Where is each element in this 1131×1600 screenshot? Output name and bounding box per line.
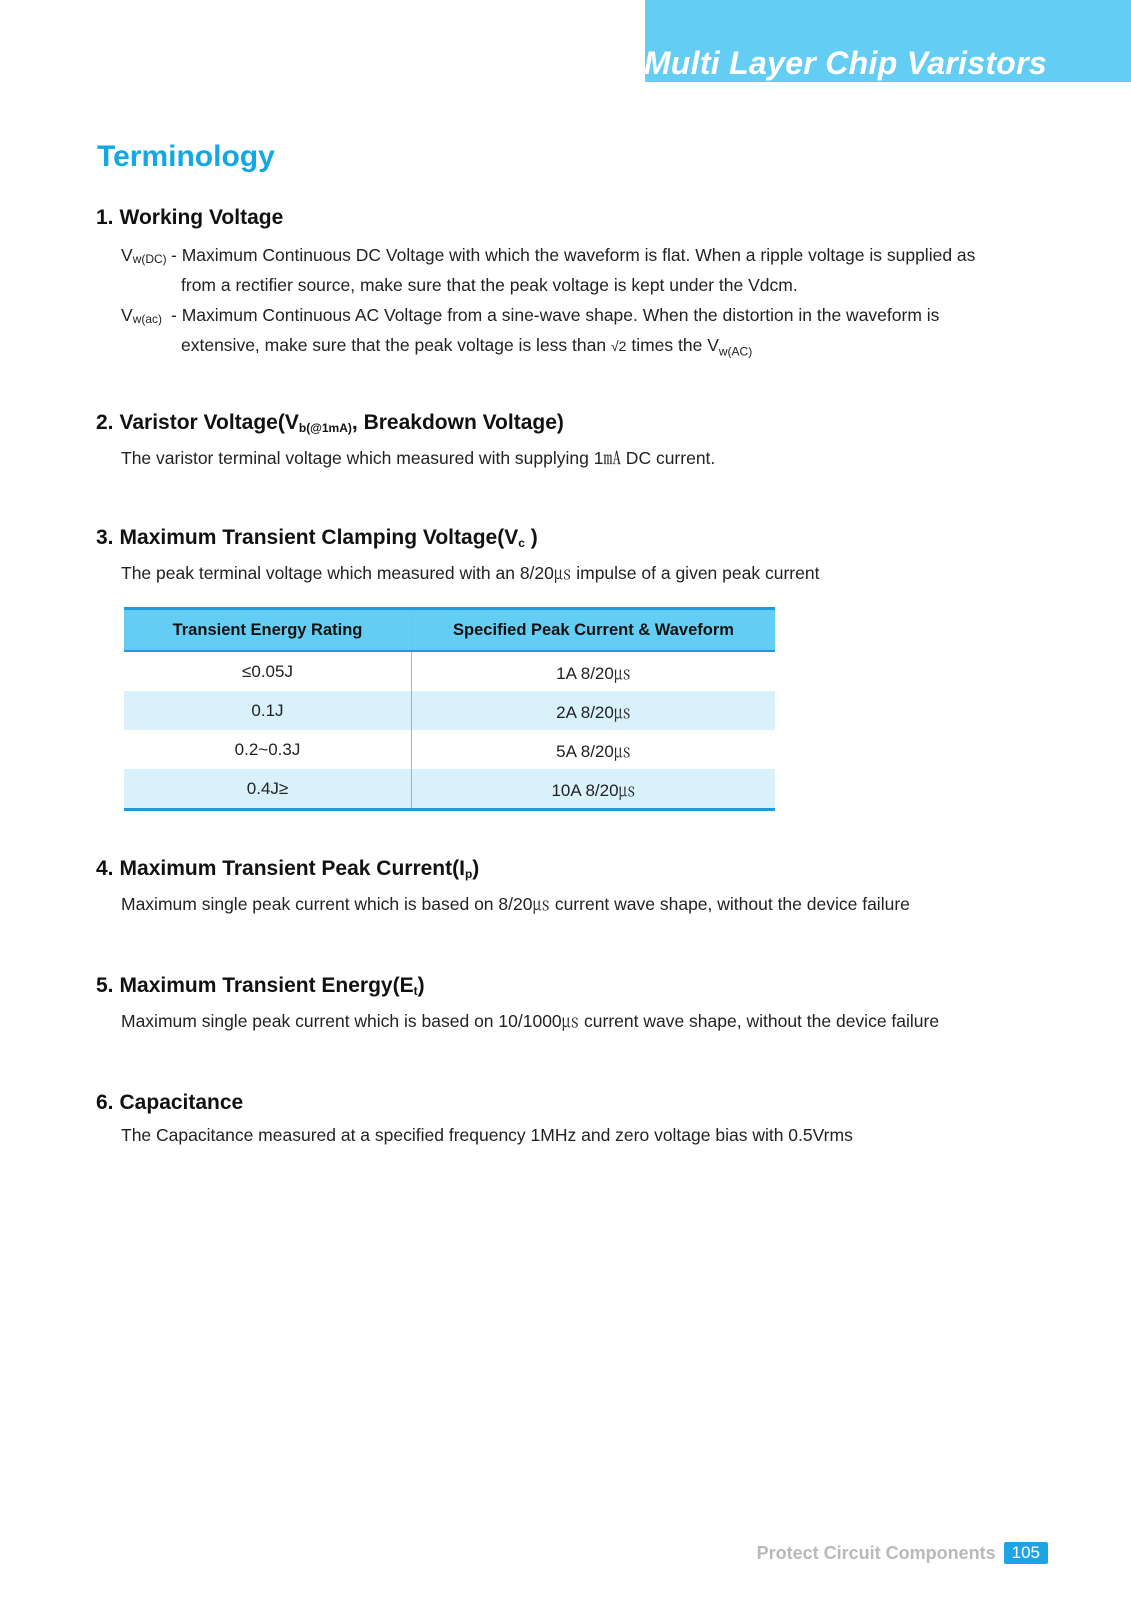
definition-term: $V_{w(ac)}$ xyxy=(121,305,163,326)
definition-line: - Maximum Continuous DC Voltage with which the waveform is flat. When a ripple voltage is supplied as xyxy=(171,245,976,265)
section-clamping-voltage xyxy=(96,526,1056,585)
section-heading: 6. Capacitance xyxy=(96,1091,244,1114)
definition-line: from a rectifier source, make sure that the peak voltage is kept under the Vdcm. xyxy=(181,275,798,295)
table-row xyxy=(124,651,775,691)
table-cell: 10A 8/20㎲ xyxy=(412,769,776,810)
section-capacitance xyxy=(96,1091,1056,1146)
section-working-voltage xyxy=(96,206,1056,367)
section-heading: 3. Maximum Transient Clamping $Voltage(V_c$ ) xyxy=(96,526,538,550)
table-cell: 1A 8/20㎲ xyxy=(556,664,631,683)
table-row xyxy=(124,730,775,769)
section-heading: 4. Maximum Transient Peak $Current(I_p)$ xyxy=(96,857,480,881)
energy-rating-table xyxy=(124,607,775,811)
page-footer xyxy=(757,1542,1048,1564)
section-heading: 2. Varistor $Voltage(V_{b(@1mA)}$, Breakdown Voltage) xyxy=(96,411,564,435)
table-cell: 2A 8/20㎲ xyxy=(412,691,776,730)
section-heading: 5. Maximum Transient $Energy(E_t)$ xyxy=(96,974,425,998)
definition-line: - Maximum Continuous AC Voltage from a sine-wave shape. When the distortion in the waveform is xyxy=(171,305,940,325)
definition-vw-dc xyxy=(121,240,1056,300)
section-transient-energy xyxy=(96,974,1056,1033)
definition-line: extensive, make sure that the peak voltage is less than √2 times the $V_{w(AC)}$ xyxy=(181,335,753,359)
table-cell: 0.2~0.3J xyxy=(124,730,412,769)
sqrt-symbol: √2 xyxy=(610,338,627,354)
section-description: The varistor terminal voltage which measured with supplying 1㎃ DC current. xyxy=(121,448,716,468)
header-title: Multi Layer Chip Varistors xyxy=(643,45,1047,81)
table-cell: 0.4J≥ xyxy=(124,769,412,810)
section-description: Maximum single peak current which is based on 8/20㎲ current wave shape, without the device failure xyxy=(121,894,910,914)
section-heading: 1. Working Voltage xyxy=(96,206,284,229)
footer-label: Protect Circuit Components xyxy=(756,1542,996,1563)
table-row xyxy=(124,691,775,730)
table-cell: 0.1J xyxy=(124,691,412,730)
page-title: Terminology xyxy=(97,140,275,173)
section-peak-current xyxy=(96,857,1056,916)
section-varistor-voltage xyxy=(96,411,1056,470)
header-banner xyxy=(645,0,1131,82)
column-header: Specified Peak Current & Waveform xyxy=(412,609,776,652)
section-description: The peak terminal voltage which measured with an 8/20㎲ impulse of a given peak current xyxy=(121,563,820,583)
column-header: Transient Energy Rating xyxy=(124,609,412,652)
section-description: The Capacitance measured at a specified frequency 1MHz and zero voltage bias with 0.5Vrms xyxy=(121,1125,853,1145)
definition-term: $V_{w(DC)}$ xyxy=(121,245,167,266)
table-row xyxy=(124,769,775,810)
table-cell: ≤0.05J xyxy=(124,651,412,691)
table-header-row xyxy=(124,609,775,652)
table-cell: 5A 8/20㎲ xyxy=(556,742,631,761)
section-description: Maximum single peak current which is based on 10/1000㎲ current wave shape, without the device failure xyxy=(121,1011,940,1031)
page-number: 105 xyxy=(1004,1542,1048,1564)
definition-vw-ac xyxy=(121,300,1056,367)
